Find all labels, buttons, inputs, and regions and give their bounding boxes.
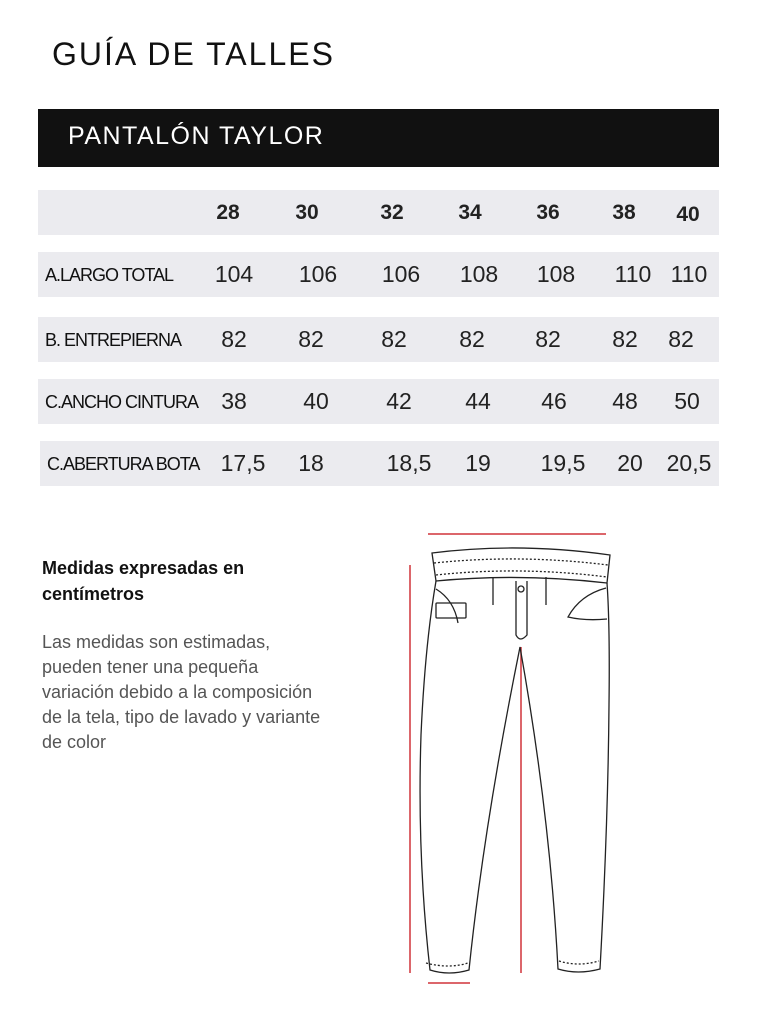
table-cell: 110 <box>670 261 708 287</box>
table-cell: 82 <box>668 326 694 352</box>
table-cell: 19 <box>465 450 491 476</box>
size-header: 38 <box>612 201 636 224</box>
waistband <box>432 548 610 583</box>
table-cell: 50 <box>674 388 700 414</box>
pants-outline <box>420 548 610 973</box>
product-banner <box>38 109 719 167</box>
table-cell: 82 <box>459 326 485 352</box>
product-name: PANTALÓN TAYLOR <box>68 122 325 150</box>
table-cell: 104 <box>214 261 254 287</box>
table-cell: 82 <box>221 326 247 352</box>
size-header: 28 <box>216 201 240 224</box>
table-cell: 18,5 <box>386 450 432 476</box>
table-cell: 82 <box>612 326 638 352</box>
table-cell: 46 <box>541 388 567 414</box>
table-cell: 108 <box>536 261 576 287</box>
table-row-largo-total <box>38 252 719 297</box>
size-header: 36 <box>536 201 560 224</box>
coin-pocket <box>436 603 466 618</box>
table-cell: 18 <box>298 450 324 476</box>
pants-diagram <box>400 525 625 990</box>
table-cell: 82 <box>298 326 324 352</box>
button <box>518 586 524 592</box>
table-cell: 82 <box>535 326 561 352</box>
table-row-ancho-cintura <box>38 379 719 424</box>
row-label: C.ANCHO CINTURA <box>45 392 199 412</box>
table-row-abertura-bota <box>40 441 719 486</box>
table-cell: 110 <box>614 261 652 287</box>
table-row-entrepierna <box>38 317 719 362</box>
table-cell: 38 <box>221 388 247 414</box>
table-cell: 108 <box>459 261 499 287</box>
size-header: 40 <box>676 203 700 226</box>
table-cell: 19,5 <box>540 450 586 476</box>
row-label: C.ABERTURA BOTA <box>47 454 200 474</box>
table-cell: 48 <box>612 388 638 414</box>
table-cell: 42 <box>386 388 412 414</box>
row-label: B. ENTREPIERNA <box>45 330 182 350</box>
table-cell: 20,5 <box>666 450 712 476</box>
table-cell: 106 <box>298 261 338 287</box>
note-title: Medidas expresadas en centímetros <box>42 558 245 604</box>
table-cell: 17,5 <box>220 450 266 476</box>
leg-outline <box>420 581 609 973</box>
size-header: 34 <box>458 201 482 224</box>
note-body: Las medidas son estimadas, pueden tener una pequeña variación debido a la composición de la tela, tipo de lavado y variante de color <box>42 632 321 752</box>
size-header: 30 <box>295 201 319 224</box>
size-header: 32 <box>380 201 404 224</box>
table-cell: 40 <box>303 388 329 414</box>
table-cell: 82 <box>381 326 407 352</box>
measurement-lines <box>410 534 606 983</box>
page-title: GUÍA DE TALLES <box>52 36 335 72</box>
size-header-row <box>38 190 719 235</box>
table-cell: 44 <box>465 388 491 414</box>
table-cell: 20 <box>617 450 643 476</box>
row-label: A.LARGO TOTAL <box>45 265 174 285</box>
front-pocket-right <box>568 588 607 620</box>
table-cell: 106 <box>381 261 421 287</box>
